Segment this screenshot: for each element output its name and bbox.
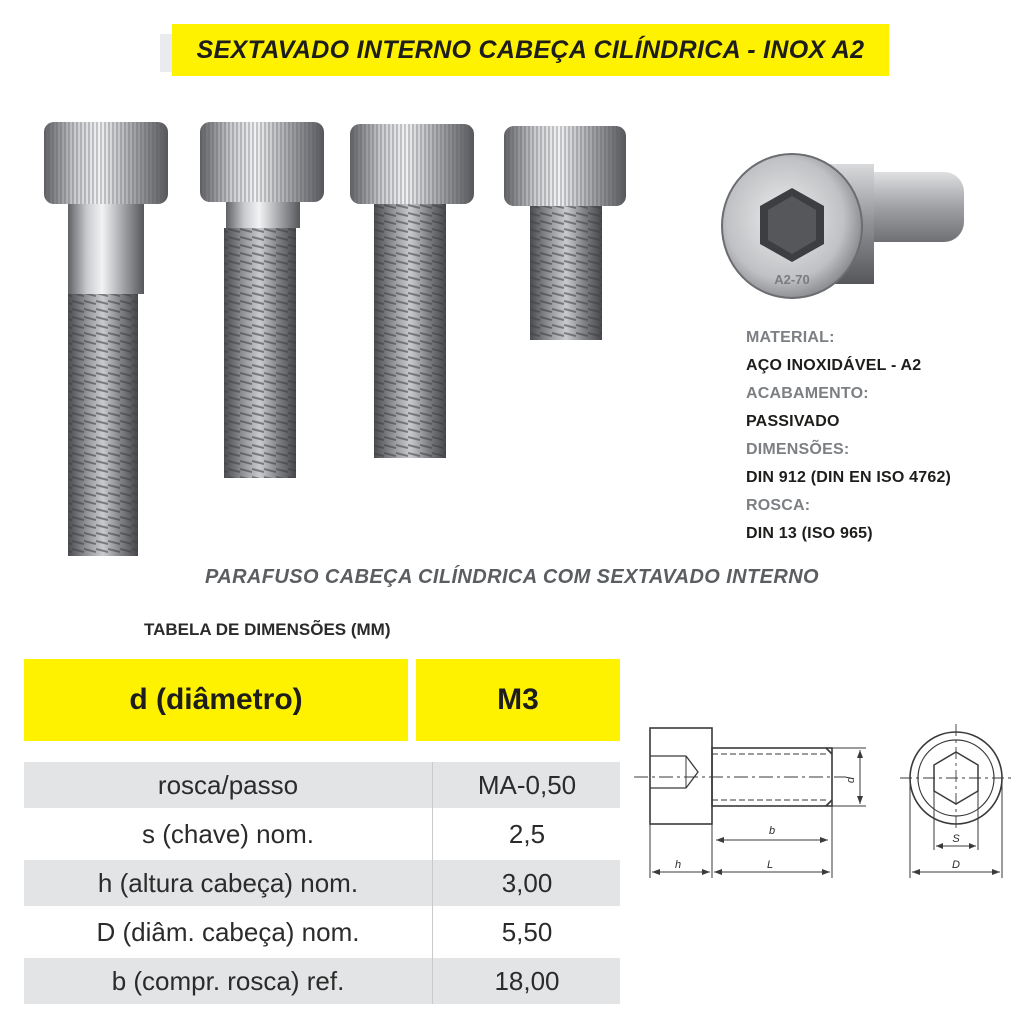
spec-finish-label: ACABAMENTO: [746, 385, 869, 402]
table-row-value: 5,50 [501, 917, 553, 947]
table-header-diameter: d (diâmetro) [129, 683, 303, 716]
table-row-value: 2,5 [508, 819, 546, 849]
table-column-divider [432, 762, 433, 1004]
screw-2 [200, 122, 324, 478]
table-row [24, 958, 620, 1004]
dim-h-label: h [674, 859, 682, 871]
table-row-label: h (altura cabeça) nom. [97, 868, 359, 898]
dim-d-label: d [845, 776, 857, 784]
spec-block [746, 324, 951, 548]
spec-dimensions-label: DIMENSÕES: [746, 441, 850, 458]
spec-dimensions-value: DIN 912 (DIN EN ISO 4762) [746, 469, 952, 486]
spec-thread-label: ROSCA: [746, 497, 811, 514]
table-title: TABELA DE DIMENSÕES (MM) [144, 620, 391, 639]
dim-s-label: S [952, 833, 960, 845]
spec-thread-value: DIN 13 (ISO 965) [746, 525, 873, 542]
screw-4 [504, 126, 626, 340]
title-bar [172, 24, 889, 76]
screw-head-closeup [714, 150, 974, 320]
table-row-label: D (diâm. cabeça) nom. [96, 917, 360, 947]
table-row [24, 909, 620, 955]
screws-photo [0, 100, 700, 570]
table-row-label: s (chave) nom. [142, 819, 314, 849]
page-title: SEXTAVADO INTERNO CABEÇA CILÍNDRICA - INOX A2 [196, 36, 865, 64]
product-subtitle: PARAFUSO CABEÇA CILÍNDRICA COM SEXTAVADO INTERNO [204, 566, 819, 588]
table-header-left [24, 659, 408, 741]
end-view [900, 724, 1012, 878]
screw-3 [350, 124, 474, 458]
side-view [634, 728, 866, 878]
spec-material-label: MATERIAL: [746, 329, 835, 346]
title-bar-shadow [160, 34, 172, 72]
head-marking: A2-70 [774, 272, 810, 287]
table-row-label: b (compr. rosca) ref. [111, 966, 345, 996]
dim-L-label: L [766, 859, 774, 871]
dim-b-label: b [768, 825, 776, 837]
table-row-value: MA-0,50 [477, 770, 577, 800]
table-row-value: 3,00 [501, 868, 553, 898]
table-row-value: 18,00 [494, 966, 560, 996]
dim-D-label: D [952, 859, 960, 871]
table-header-size: M3 [497, 683, 539, 716]
table-row [24, 860, 620, 906]
technical-drawing [630, 722, 1020, 892]
table-row [24, 762, 620, 808]
spec-finish-value: PASSIVADO [746, 413, 840, 430]
table-row [24, 811, 620, 857]
table-header-right [416, 659, 620, 741]
table-row-label: rosca/passo [157, 770, 299, 800]
screw-1 [44, 122, 168, 556]
spec-material-value: AÇO INOXIDÁVEL - A2 [746, 357, 922, 374]
